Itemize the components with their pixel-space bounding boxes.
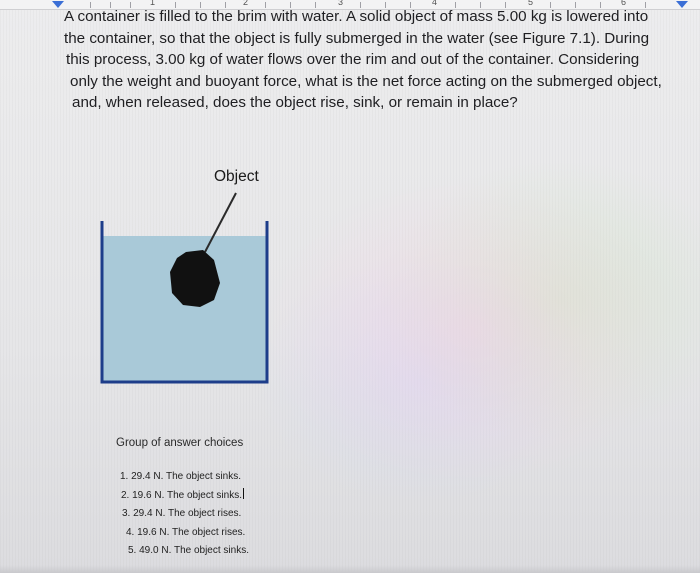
question-line-4: only the weight and buoyant force, what is the net force acting on the submerged object,	[70, 72, 662, 90]
answer-choice[interactable]	[118, 487, 249, 506]
question-line-2: the container, so that the object is fully submerged in the water (see Figure 7.1). During	[64, 29, 650, 47]
ruler-number: 2	[243, 0, 249, 7]
ruler-number: 6	[621, 0, 627, 7]
answer-choice[interactable]	[118, 542, 249, 561]
ruler-number: 1	[150, 0, 156, 7]
answer-choice[interactable]	[118, 468, 249, 487]
answer-choices-title: Group of answer choices	[116, 437, 244, 449]
question-line-1: A container is filled to the brim with water. A solid object of mass 5.00 kg is lowered into	[64, 8, 649, 25]
object-label: Object	[214, 168, 259, 185]
ruler-number: 4	[432, 0, 438, 7]
screen-bottom-edge	[0, 565, 700, 573]
text-cursor	[243, 488, 244, 499]
ruler-number: 3	[338, 0, 344, 7]
answer-choice-text: 4. 19.6 N. The object rises.	[126, 526, 246, 538]
answer-choice-text: 2. 19.6 N. The object sinks.	[121, 489, 242, 501]
answer-choice[interactable]	[118, 505, 249, 524]
answer-choice-text: 5. 49.0 N. The object sinks.	[128, 545, 249, 556]
answer-choice-text: 1. 29.4 N. The object sinks.	[120, 471, 241, 482]
answer-choices-list	[118, 468, 249, 561]
ruler-number: 5	[528, 0, 534, 7]
question-line-3: this process, 3.00 kg of water flows over the rim and out of the container. Considering	[66, 51, 640, 69]
question-line-5: and, when released, does the object rise, sink, or remain in place?	[72, 94, 518, 112]
answer-choice-text: 3. 29.4 N. The object rises.	[122, 508, 242, 519]
answer-choice[interactable]	[118, 524, 249, 543]
